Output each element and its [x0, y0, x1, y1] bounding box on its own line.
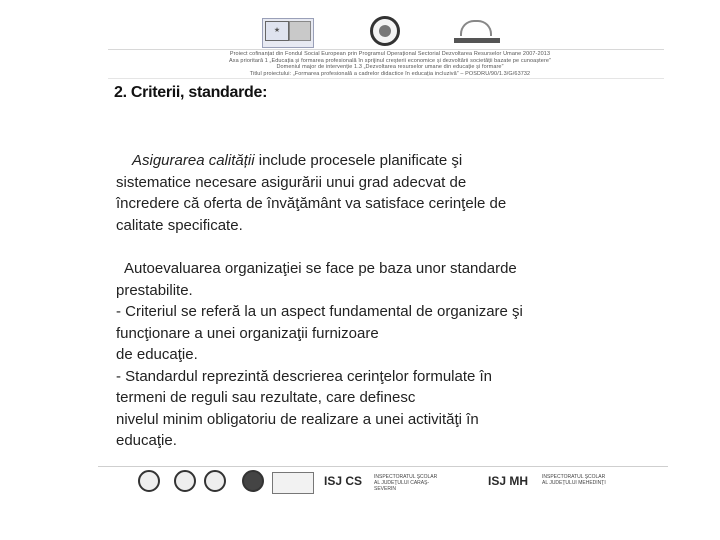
paragraph-self-evaluation — [116, 258, 636, 452]
section-title: 2. Criterii, standarde: — [114, 84, 268, 101]
footer-logos — [138, 470, 638, 494]
paragraph-line: sistematice necesare asigurării unui grad adecvat de — [116, 173, 467, 191]
paragraph-line: calitate specificate. — [116, 216, 243, 234]
isj-mh-logo: ISJ MH — [488, 474, 529, 488]
header-divider — [108, 49, 664, 50]
partner-logo-icon — [204, 470, 226, 492]
isj-mh-caption: INSPECTORATUL ŞCOLAR AL JUDEŢULUI MEHEDINŢI — [542, 474, 606, 486]
header-bottom-divider — [108, 78, 664, 79]
paragraph-line: Asigurarea calității include procesele planificate şi — [132, 152, 463, 169]
paragraph-line: termeni de reguli sau rezultate, care definesc — [116, 389, 416, 406]
emphasis-term: Asigurarea calității — [132, 152, 255, 169]
header-line: Proiect cofinanțat din Fondul Social European prin Programul Operațional Sectorial Dezvoltarea Resurselor Umane 2007-2013 — [229, 51, 551, 57]
header-logos — [262, 18, 522, 48]
instrumente-structurale-icon — [454, 18, 500, 46]
partner-logo-icon — [138, 470, 160, 492]
paragraph-quality-assurance — [116, 150, 636, 236]
paragraph-line: funcţionare a unei organizaţii furnizoare — [116, 324, 379, 342]
header-line: Domeniul major de intervenție 1.3 „Dezvoltarea resurselor umane din educație și formare” — [276, 64, 504, 71]
partner-logo-icon — [174, 470, 196, 492]
footer-divider — [98, 466, 668, 467]
paragraph-line: nivelul minim obligatoriu de realizare a unei activităţi în — [116, 410, 479, 428]
paragraph-line: - Standardul reprezintă descrierea cerinţelor formulate în — [116, 367, 493, 385]
header-line: Titlul proiectului: „Formarea profesională a cadrelor didactice în educația incluzivă” – POSDRU/90/1.3/G/63732 — [249, 70, 531, 77]
paragraph-line: încredere că oferta de învăţământ va satisface cerinţele de — [116, 195, 507, 212]
project-header-text — [140, 51, 640, 77]
paragraph-line: de educaţie. — [116, 346, 198, 363]
paragraph-line: - Criteriul se referă la un aspect fundamental de organizare şi — [116, 303, 523, 320]
paragraph-line: prestabilite. — [116, 281, 193, 299]
eu-flag-icon: ★ — [262, 18, 314, 48]
partner-logo-icon — [272, 472, 314, 494]
paragraph-line: Autoevaluarea organizaţiei se face pe baza unor standarde — [124, 260, 517, 277]
isj-cs-logo: ISJ CS — [324, 474, 363, 488]
partner-logo-icon — [242, 470, 264, 492]
isj-cs-caption: INSPECTORATUL ŞCOLAR AL JUDEŢULUI CARAŞ-SEVERIN — [374, 474, 438, 492]
paragraph-line: educaţie. — [116, 432, 177, 449]
header-line: Axa prioritară 1 „Educația și formarea profesională în sprijinul creșterii economice și dezvoltării societății bazate pe cunoaștere” — [229, 57, 551, 64]
romania-gov-icon — [370, 16, 400, 46]
